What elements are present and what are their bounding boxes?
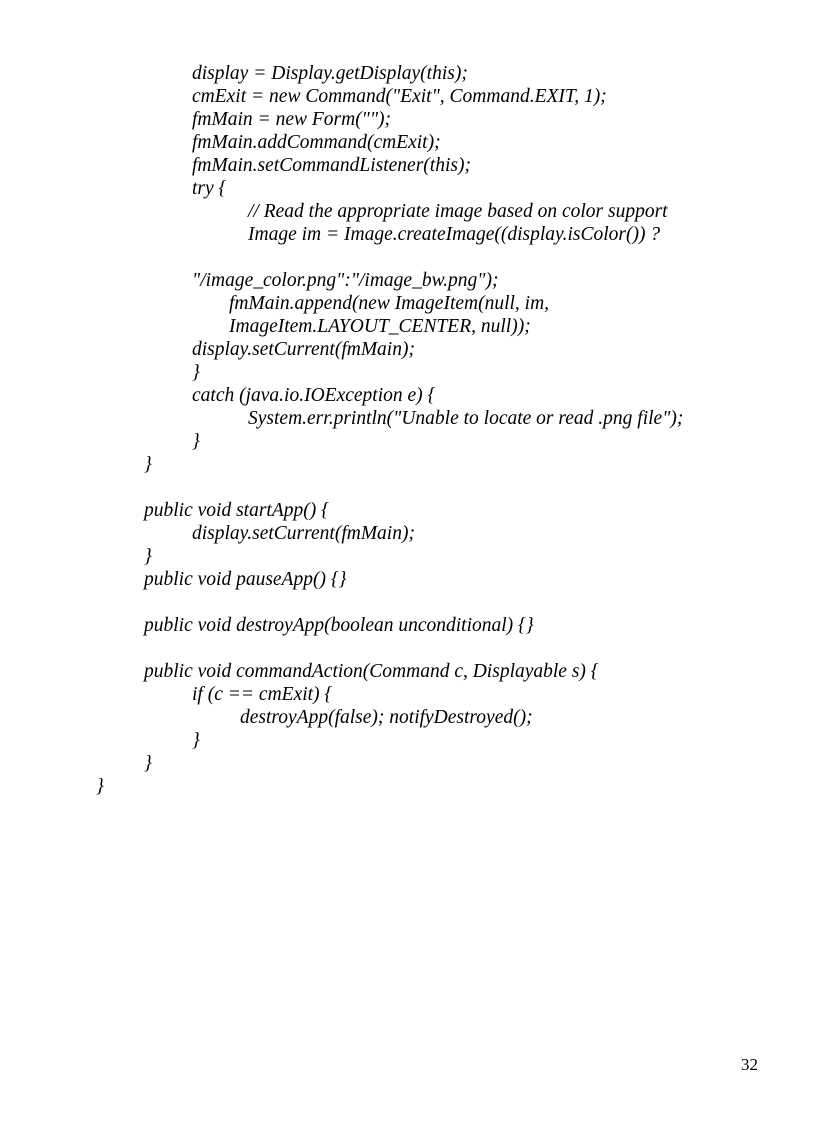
code-line: public void startApp() { (144, 500, 329, 521)
code-line: cmExit = new Command("Exit", Command.EXIT, 1); (192, 86, 607, 107)
code-line: if (c == cmExit) { (192, 684, 333, 705)
code-line: fmMain.addCommand(cmExit); (192, 132, 441, 153)
code-line: public void commandAction(Command c, Displayable s) { (144, 661, 599, 682)
code-line: "/image_color.png":"/image_bw.png"); (192, 270, 499, 291)
code-line: public void pauseApp() {} (144, 569, 347, 590)
page-number: 32 (741, 1055, 758, 1074)
code-line: fmMain.setCommandListener(this); (192, 155, 471, 176)
code-line: } (192, 431, 200, 452)
code-line: public void destroyApp(boolean unconditional) {} (144, 615, 534, 636)
code-line: fmMain.append(new ImageItem(null, im, (229, 293, 550, 314)
code-line: Image im = Image.createImage((display.isColor()) ? (248, 224, 661, 245)
code-line: System.err.println("Unable to locate or read .png file"); (248, 408, 684, 429)
code-line: destroyApp(false); notifyDestroyed(); (240, 707, 533, 728)
code-line: display.setCurrent(fmMain); (192, 523, 415, 544)
code-line: } (144, 546, 152, 567)
code-line: display = Display.getDisplay(this); (192, 63, 468, 84)
code-line: try { (192, 178, 227, 199)
code-line: } (192, 730, 200, 751)
code-line: } (192, 362, 200, 383)
code-line: // Read the appropriate image based on color support (248, 201, 668, 222)
code-line: ImageItem.LAYOUT_CENTER, null)); (229, 316, 531, 337)
code-line: fmMain = new Form(""); (192, 109, 392, 130)
code-line: } (96, 776, 104, 797)
code-line: } (144, 753, 152, 774)
code-line: catch (java.io.IOException e) { (192, 385, 436, 406)
code-line: display.setCurrent(fmMain); (192, 339, 415, 360)
code-line: } (144, 454, 152, 475)
